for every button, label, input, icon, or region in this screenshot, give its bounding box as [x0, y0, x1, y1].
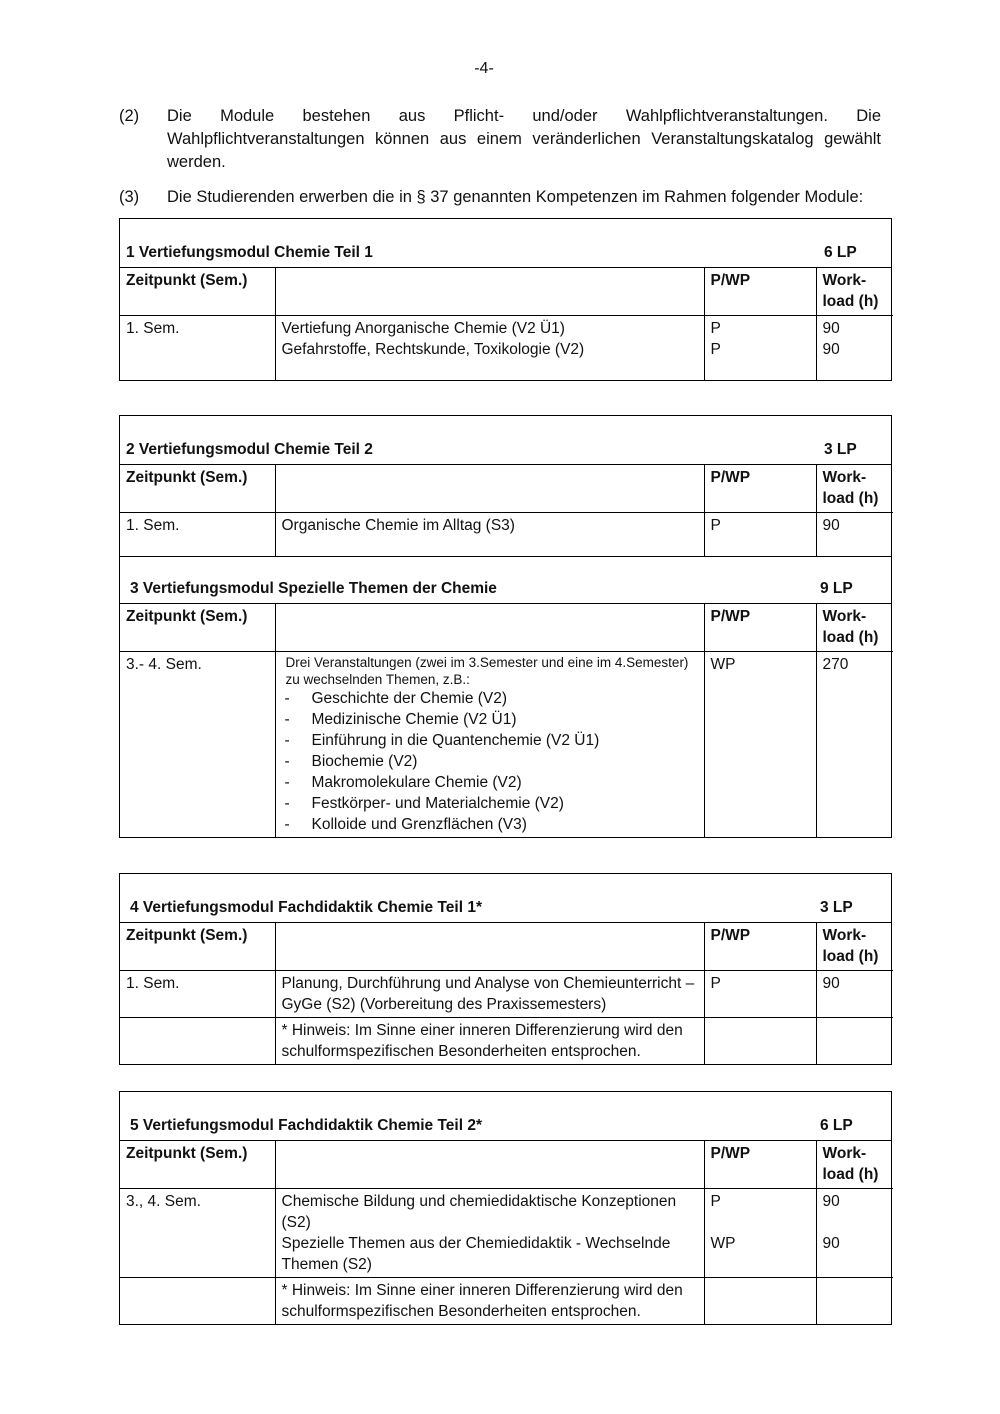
paragraph-text: Die Module bestehen aus Pflicht- und/oder Wahlpflichtveranstaltungen. Die Wahlpflichtveranstaltungen können aus einem veränderlichen Veranstaltungskatalog gewählt werden. [167, 107, 881, 171]
table-row [120, 316, 893, 380]
pwp-value: P [710, 341, 721, 358]
workload-value: 270 [816, 651, 893, 837]
col-pwp: P/WP [704, 268, 816, 316]
column-header-row [120, 604, 893, 652]
column-header-row [120, 923, 893, 971]
paragraph-2 [119, 105, 881, 174]
paragraph-text: Die Studierenden erwerben die in § 37 genannten Kompetenzen im Rahmen folgender Module: [167, 188, 864, 206]
module-header [120, 556, 891, 604]
col-zeitpunkt: Zeitpunkt (Sem.) [120, 268, 275, 316]
module-4-table [119, 873, 892, 1065]
col-zeitpunkt: Zeitpunkt (Sem.) [120, 604, 275, 652]
module-5-table [119, 1091, 892, 1325]
paragraph-number: (3) [119, 188, 140, 206]
semester-cell: 1. Sem. [126, 517, 180, 534]
module-header [120, 1092, 891, 1141]
table-row [120, 1189, 893, 1278]
module-credits: 3 LP [820, 899, 853, 916]
module-1-table [119, 218, 892, 381]
list-item: - Kolloide und Grenzflächen (V3) [282, 814, 698, 835]
table-row [120, 513, 893, 556]
workload-value: 90 [816, 513, 893, 556]
page-number: -4- [474, 60, 494, 77]
course-name: Organische Chemie im Alltag (S3) [275, 513, 704, 556]
module-title: 2 Vertiefungsmodul Chemie Teil 2 [126, 441, 373, 458]
semester-cell: 3.- 4. Sem. [126, 655, 202, 673]
course-name: Vertiefung Anorganische Chemie (V2 Ü1) [281, 320, 565, 337]
col-pwp: P/WP [704, 1141, 816, 1189]
semester-cell: 1. Sem. [126, 320, 180, 337]
workload-value: 90 [822, 341, 840, 358]
course-name: Chemische Bildung und chemiedidaktische Konzeptionen (S2) [281, 1193, 677, 1231]
col-pwp: P/WP [704, 465, 816, 513]
col-zeitpunkt: Zeitpunkt (Sem.) [120, 1141, 275, 1189]
module-title: 3 Vertiefungsmodul Spezielle Themen der Chemie [130, 579, 497, 597]
pwp-value: P [704, 971, 816, 1018]
col-workload: Work-load (h) [816, 268, 893, 316]
col-pwp: P/WP [704, 923, 816, 971]
col-workload: Work-load (h) [816, 604, 893, 652]
semester-cell: 3., 4. Sem. [126, 1193, 201, 1210]
course-list [282, 688, 698, 835]
list-item: - Medizinische Chemie (V2 Ü1) [282, 709, 698, 730]
module-title: 4 Vertiefungsmodul Fachdidaktik Chemie Teil 1* [130, 899, 482, 916]
workload-value: 90 [822, 320, 840, 337]
col-workload: Work-load (h) [816, 465, 893, 513]
course-intro: Drei Veranstaltungen (zwei im 3.Semester und eine im 4.Semester) zu wechselnden Themen, z.B.: [285, 654, 689, 687]
module-title: 5 Vertiefungsmodul Fachdidaktik Chemie Teil 2* [130, 1117, 482, 1134]
list-item: - Makromolekulare Chemie (V2) [282, 772, 698, 793]
module-credits: 3 LP [824, 441, 857, 458]
module-header [120, 219, 891, 268]
note-row [120, 1018, 893, 1065]
col-workload: Work-load (h) [816, 1141, 893, 1189]
workload-value: 90 [822, 1235, 840, 1252]
module-credits: 6 LP [824, 244, 857, 261]
column-header-row [120, 268, 893, 316]
col-workload: Work-load (h) [816, 923, 893, 971]
pwp-value: P [704, 513, 816, 556]
module-credits: 9 LP [820, 579, 853, 597]
module-header [120, 416, 891, 465]
module-credits: 6 LP [820, 1117, 853, 1134]
module-title: 1 Vertiefungsmodul Chemie Teil 1 [126, 244, 373, 261]
module-header [120, 874, 891, 923]
note-text: * Hinweis: Im Sinne einer inneren Differenzierung wird den schulformspezifischen Besonderheiten entsprochen. [275, 1018, 704, 1065]
col-zeitpunkt: Zeitpunkt (Sem.) [120, 465, 275, 513]
list-item: - Festkörper- und Materialchemie (V2) [282, 793, 698, 814]
list-item: - Biochemie (V2) [282, 751, 698, 772]
course-name: Planung, Durchführung und Analyse von Chemieunterricht – GyGe (S2) (Vorbereitung des Praxissemesters) [275, 971, 704, 1018]
workload-value: 90 [816, 971, 893, 1018]
workload-value: 90 [822, 1193, 840, 1210]
paragraph-3 [119, 186, 881, 209]
paragraph-number: (2) [119, 107, 140, 125]
table-row [120, 971, 893, 1018]
semester-cell: 1. Sem. [126, 975, 180, 992]
pwp-value: WP [710, 1235, 736, 1252]
module-2-3-table [119, 415, 892, 838]
pwp-value: P [710, 1193, 721, 1210]
list-item: - Einführung in die Quantenchemie (V2 Ü1) [282, 730, 698, 751]
note-text: * Hinweis: Im Sinne einer inneren Differenzierung wird den schulformspezifischen Besonderheiten entsprochen. [275, 1278, 704, 1325]
course-name: Spezielle Themen aus der Chemiedidaktik - Wechselnde Themen (S2) [281, 1235, 671, 1273]
column-header-row [120, 1141, 893, 1189]
column-header-row [120, 465, 893, 513]
list-item: - Geschichte der Chemie (V2) [282, 688, 698, 709]
col-zeitpunkt: Zeitpunkt (Sem.) [120, 923, 275, 971]
pwp-value: P [710, 320, 721, 337]
pwp-value: WP [704, 651, 816, 837]
note-row [120, 1278, 893, 1325]
col-pwp: P/WP [704, 604, 816, 652]
course-name: Gefahrstoffe, Rechtskunde, Toxikologie (V2) [281, 341, 585, 358]
table-row [120, 651, 893, 837]
